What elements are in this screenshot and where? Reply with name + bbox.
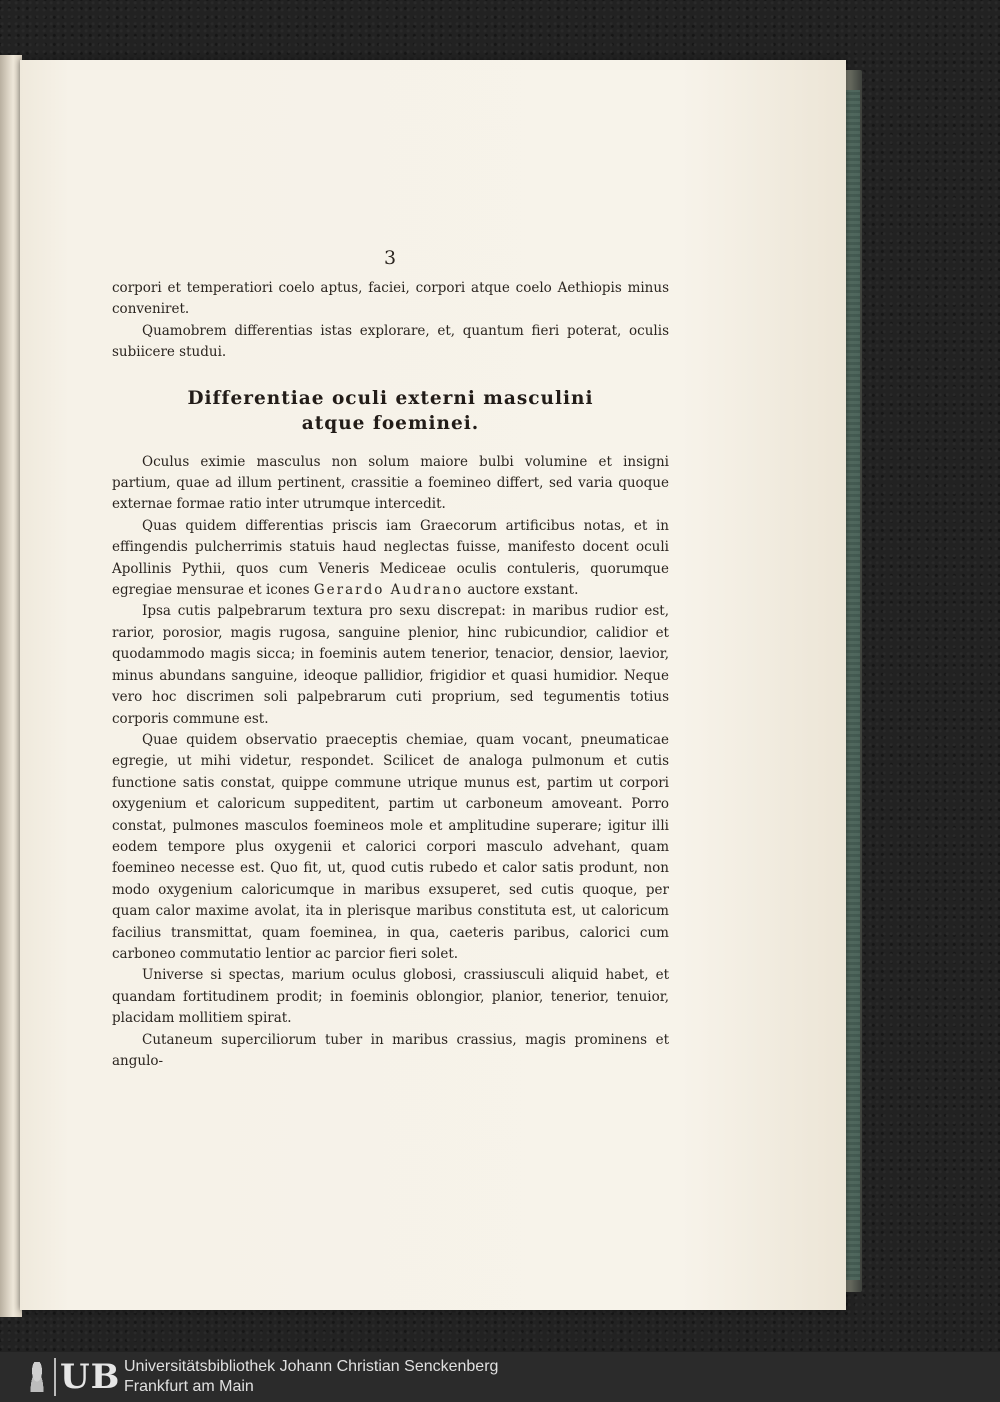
library-logo[interactable]: [20, 1358, 120, 1396]
heading-line-1: Differentiae oculi externi masculini: [187, 387, 594, 409]
paragraph-6: Cutaneum superciliorum tuber in maribus crassius, magis prominens et angulo-: [112, 1031, 669, 1069]
paragraph-5: Universe si spectas, marium oculus globosi, crassiusculi aliquid habet, et quandam fortitudinem prodit; in foeminis oblongior, planior, tenerior, tenuior, placidam mollitiem spirat.: [112, 967, 669, 1027]
portrait-icon: [20, 1358, 56, 1396]
footer-line-1: Universitätsbibliothek Johann Christian Senckenberg: [124, 1358, 499, 1375]
heading-line-2: atque foeminei.: [301, 412, 480, 434]
logo-text: UB: [60, 1357, 121, 1397]
paragraph-2-text: Quas quidem differentias priscis iam Graecorum artificibus notas, et in effingendis pulcherrimis statuis haud neglectas fuisse, manifesto docent oculi Apollinis Pythii, quos cum Veneris Mediceae oculis contuleris, quorumque egregiae mensurae et icones: [112, 517, 669, 599]
footer-bar: [0, 1352, 1000, 1402]
section-heading: [112, 386, 669, 436]
paragraph-3: Ipsa cutis palpebrarum textura pro sexu discrepat: in maribus rudior est, rarior, porosior, magis rugosa, sanguine plenior, hinc rubicundior, calidior et quodammodo magis sicca; in foeminis autem tenerior, tenacior, densior, laevior, minus abundans sanguine, ideoque pallidior, frigidior et quasi humidior. Neque vero hoc discrimen soli palpebrarum cuti proprium, sed tegumentis totius corporis commune est.: [112, 603, 669, 727]
paragraph-2-name: Gerardo Audrano: [313, 582, 464, 599]
footer-text: [124, 1357, 498, 1397]
paragraph-2: [112, 516, 669, 602]
left-page-edge: [0, 55, 22, 1317]
paragraph-2-tail: auctore exstant.: [463, 582, 579, 599]
page-number: 3: [383, 247, 397, 269]
opening-paragraph-2: Quamobrem differentias istas explorare, et, quantum fieri poterat, oculis subiicere studui.: [112, 322, 669, 361]
paragraph-4: Quae quidem observatio praeceptis chemiae, quam vocant, pneumaticae egregie, ut mihi videtur, respondet. Scilicet de analoga pulmonum et cutis functione satis constat, quippe commune utrique munus est, partim ut corpori oxygenium et caloricum suppeditent, partim ut carboneum amoveant. Porro constat, pulmones masculos foemineos mole et amplitudine superare; igitur illi eodem tempore plus oxygenii et calorici corpori masculo advehant, quam foemineo necesse est. Quo fit, ut, quod cutis rubedo et calor satis produnt, non modo oxygenium caloricumque in maribus exsuperet, sed cutis quoque, per quam calor maxime avolat, ita in plerisque maribus constituta est, ut caloricum facilius transmittat, quam foeminea, in qua, caeteris paribus, calorici cum carboneo commutatio lentior ac parcior fieri solet.: [112, 731, 669, 962]
binding-cloth: [846, 90, 860, 1280]
opening-paragraph: corpori et temperatiori coelo aptus, faciei, corpori atque coelo Aethiopis minus conveniret.: [112, 280, 669, 318]
text-block: [112, 278, 669, 1072]
book-page: [20, 60, 846, 1310]
paragraph-1: Oculus eximie masculus non solum maiore bulbi volumine et insigni partium, quae ad illum pertinent, crassitie a foemineo differt, sed varia quoque externae formae ratio inter utrumque intercedit.: [112, 453, 669, 513]
footer-line-2: Frankfurt am Main: [124, 1378, 254, 1395]
